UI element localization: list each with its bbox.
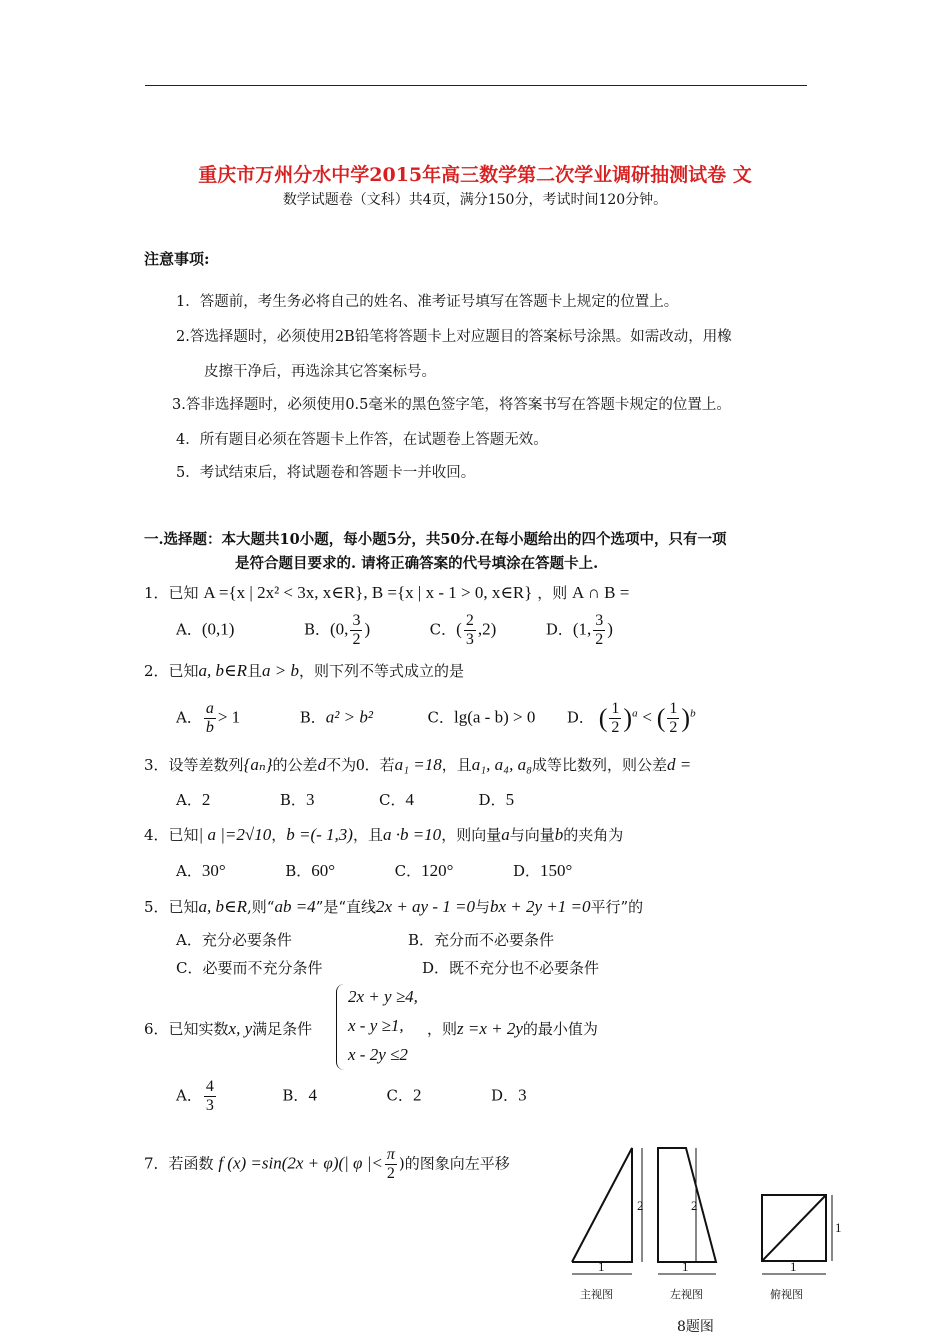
question-3: 3．设等差数列{aₙ}的公差d不为0．若a₁ =18，且a₁, a₄, a₈成等比数列，则公差d =	[144, 755, 692, 774]
three-view-drawing	[560, 1140, 860, 1330]
note-item: 1．答题前，考生务必将自己的姓名、准考证号填写在答题卡上规定的位置上。	[176, 294, 679, 310]
question-4: 4．已知| a |=2√10，b =(- 1,3)，且a ·b =10，则向量a与向量b的夹角为	[144, 825, 624, 844]
note-item: 2.答选择题时，必须使用2B铅笔将答题卡上对应题目的答案标号涂黑。如需改动，用橡	[176, 329, 732, 345]
dim-label: 2	[637, 1198, 644, 1213]
top-view-diagonal	[762, 1195, 826, 1261]
question-1: 1．已知 A ={x | 2x² < 3x, x∈R}, B ={x | x - 1 > 0, x∈R} ，则 A ∩ B =	[144, 583, 630, 602]
figure-caption: 8题图	[677, 1319, 714, 1335]
dim-label: 1	[598, 1259, 605, 1274]
note-item: 5．考试结束后，将试题卷和答题卡一并收回。	[176, 465, 476, 481]
note-item: 皮擦干净后，再选涂其它答案标号。	[204, 364, 436, 380]
question-5-option-d: D．既不充分也不必要条件	[422, 959, 600, 977]
three-view-figure	[560, 1140, 860, 1330]
dim-label: 1	[835, 1220, 842, 1235]
constraint-2: x - y ≥1,	[348, 1016, 404, 1035]
section-heading: 一.选择题：本大题共10小题，每小题5分，共50分.在每小题给出的四个选项中，只有一项	[144, 531, 727, 548]
question-7: 7．若函数 f (x) =sin(2x + φ)(| φ |< $\frac{\pi}{2}$ )的图象向左平移	[144, 1146, 510, 1182]
question-6: 6．已知实数x, y满足条件	[144, 1019, 313, 1038]
question-3-options: A．2 B．3 C．4 D．5	[176, 790, 515, 809]
question-4-options: A．30° B．60° C．120° D．150°	[176, 861, 573, 880]
constraint-3: x - 2y ≤2	[348, 1045, 408, 1064]
dim-label: 1	[682, 1259, 689, 1274]
section-heading-cont: 是符合题目要求的. 请将正确答案的代号填涂在答题卡上.	[235, 555, 599, 572]
question-6-options: A． $\frac{4}{3}$ B．4 C．2 D．3	[176, 1078, 527, 1114]
front-view-shape	[572, 1148, 632, 1262]
notes-heading: 注意事项:	[144, 250, 210, 268]
question-1-options: A．(0,1) B．(0, $\frac{3}{2}$ ) C．( $\frac{2}{3}$ ,2) D．(1, $\frac{3}{2}$ )	[176, 612, 613, 648]
side-view-shape	[658, 1148, 716, 1262]
exam-title: 重庆市万州分水中学2015年高三数学第二次学业调研抽测试卷 文	[198, 164, 752, 186]
dim-label: 1	[790, 1259, 797, 1274]
dim-label: 2	[691, 1198, 698, 1213]
question-6-objective: ，则z =x + 2y的最小值为	[427, 1019, 598, 1038]
note-item: 3.答非选择题时，必须使用0.5毫米的黑色签字笔，将答案书写在答题卡规定的位置上。	[172, 397, 731, 413]
question-2-options: A． $\frac{a}{b}$ > 1 B．a² > b² C．lg(a - b) > 0 D． ( $\frac{1}{2}$ )$^a$ < ( $\frac{1}{2}$ )$^b$	[176, 700, 696, 736]
question-5-option-c: C．必要而不充分条件	[176, 959, 323, 977]
view-label-top: 俯视图	[770, 1288, 803, 1301]
view-label-front: 主视图	[580, 1288, 613, 1301]
question-5-option-a: A．充分必要条件	[176, 931, 292, 949]
question-5-option-b: B．充分而不必要条件	[408, 931, 555, 949]
view-label-side: 左视图	[670, 1288, 703, 1301]
question-2: 2．已知a, b∈R且a > b，则下列不等式成立的是	[144, 661, 465, 680]
constraint-1: 2x + y ≥4,	[348, 987, 418, 1006]
note-item: 4．所有题目必须在答题卡上作答，在试题卷上答题无效。	[176, 432, 548, 448]
exam-subtitle: 数学试题卷（文科）共4页，满分150分，考试时间120分钟。	[282, 192, 668, 208]
constraint-brace	[336, 984, 345, 1070]
header-rule	[145, 85, 807, 86]
question-5: 5．已知a, b∈R,则“ab =4”是“直线2x + ay - 1 =0与bx + 2y +1 =0平行”的	[144, 897, 644, 916]
